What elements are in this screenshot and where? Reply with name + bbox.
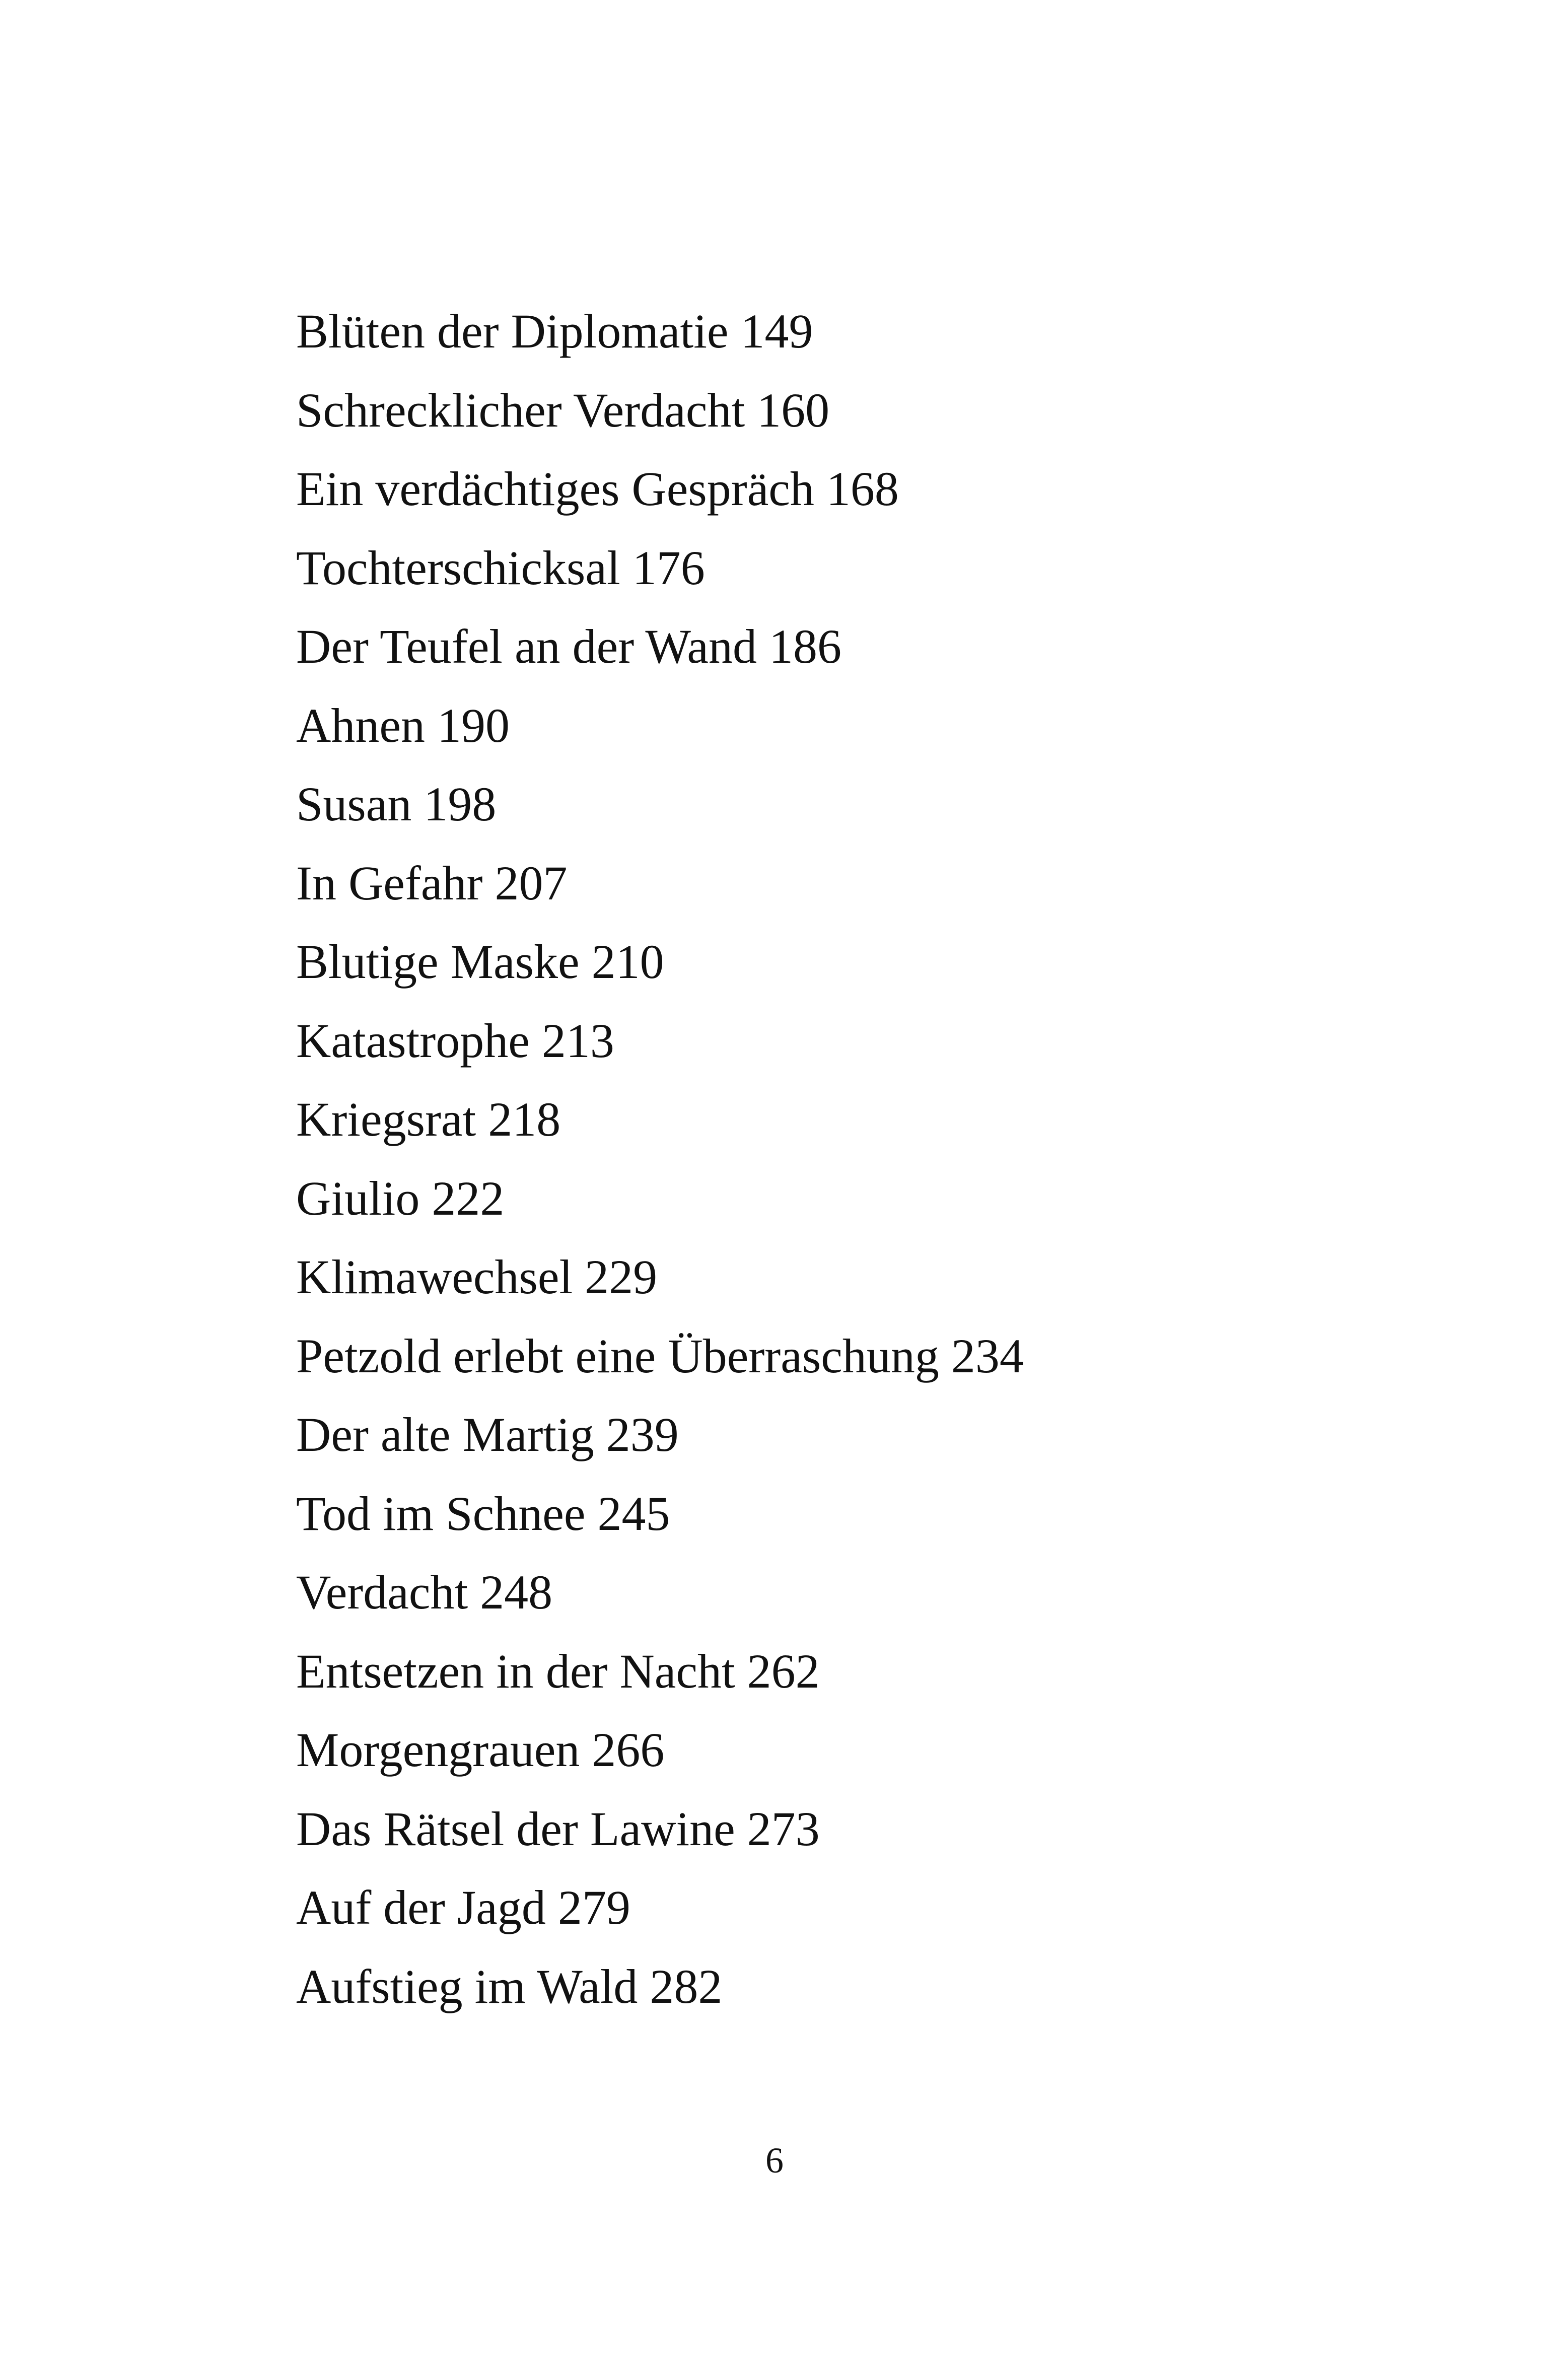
toc-entry-title: Schrecklicher Verdacht xyxy=(296,383,745,437)
toc-entry xyxy=(296,686,1303,765)
toc-entry-page: 266 xyxy=(592,1723,665,1777)
toc-entry xyxy=(296,371,1303,450)
toc-entry-page: 213 xyxy=(541,1013,614,1068)
toc-entry-page: 218 xyxy=(488,1092,561,1146)
page-number: 6 xyxy=(765,2140,784,2181)
toc-entry-title: Der Teufel an der Wand xyxy=(296,619,757,673)
toc-entry-title: Klimawechsel xyxy=(296,1250,573,1304)
toc-entry xyxy=(296,529,1303,608)
toc-entry-title: Ein verdächtiges Gespräch xyxy=(296,462,814,516)
toc-entry-page: 245 xyxy=(597,1486,670,1541)
toc-entry-title: Giulio xyxy=(296,1171,420,1225)
toc-entry-page: 210 xyxy=(591,935,664,989)
toc-entry-page: 229 xyxy=(585,1250,658,1304)
toc-entry xyxy=(296,1947,1303,2026)
toc-entry-page: 239 xyxy=(606,1408,679,1461)
toc-entry-page: 190 xyxy=(437,698,510,752)
toc-entry xyxy=(296,292,1303,371)
toc-entry-title: Tod im Schnee xyxy=(296,1486,586,1541)
toc-entry-page: 262 xyxy=(747,1644,820,1698)
toc-entry-page: 186 xyxy=(768,619,841,673)
toc-entry-page: 149 xyxy=(740,304,813,358)
toc-entry-page: 168 xyxy=(826,462,899,516)
toc-entry xyxy=(296,844,1303,923)
toc-entry-page: 248 xyxy=(480,1565,553,1619)
toc-entry xyxy=(296,1553,1303,1632)
toc-entry-title: Ahnen xyxy=(296,698,425,752)
toc-entry-page: 160 xyxy=(757,383,830,437)
toc-entry xyxy=(296,765,1303,844)
toc-entry-title: Blutige Maske xyxy=(296,935,580,989)
toc-entry xyxy=(296,1159,1303,1238)
toc-entry-page: 222 xyxy=(432,1171,505,1225)
toc-entry xyxy=(296,1317,1303,1396)
toc-entry-title: Kriegsrat xyxy=(296,1092,476,1146)
toc-entry-page: 279 xyxy=(557,1880,630,1934)
toc-entry-page: 234 xyxy=(951,1328,1024,1383)
toc-entry-page: 282 xyxy=(650,1959,723,2013)
toc-entry-title: Petzold erlebt eine Überraschung xyxy=(296,1328,939,1383)
toc-entry xyxy=(296,1475,1303,1554)
toc-entry xyxy=(296,450,1303,529)
toc-entry-title: Katastrophe xyxy=(296,1013,530,1068)
toc-entry-title: In Gefahr xyxy=(296,856,483,910)
toc-entry xyxy=(296,1868,1303,1947)
toc-entry-page: 207 xyxy=(495,856,568,910)
toc-entry xyxy=(296,1395,1303,1475)
toc-entry xyxy=(296,607,1303,686)
toc-entry-title: Verdacht xyxy=(296,1565,468,1619)
table-of-contents xyxy=(296,292,1303,2026)
toc-entry-title: Susan xyxy=(296,777,412,831)
toc-entry xyxy=(296,1790,1303,1869)
toc-entry xyxy=(296,923,1303,1002)
toc-entry-page: 198 xyxy=(424,777,497,831)
toc-entry-title: Tochterschicksal xyxy=(296,540,620,595)
toc-entry-page: 176 xyxy=(632,540,705,595)
toc-entry-title: Morgengrauen xyxy=(296,1723,580,1777)
toc-entry xyxy=(296,1632,1303,1711)
toc-entry xyxy=(296,1711,1303,1790)
toc-entry-title: Entsetzen in der Nacht xyxy=(296,1644,735,1698)
toc-entry xyxy=(296,1002,1303,1081)
toc-entry-page: 273 xyxy=(747,1801,820,1856)
toc-entry-title: Auf der Jagd xyxy=(296,1880,546,1934)
toc-entry-title: Der alte Martig xyxy=(296,1408,594,1461)
toc-entry-title: Blüten der Diplomatie xyxy=(296,304,729,358)
toc-entry-title: Aufstieg im Wald xyxy=(296,1959,638,2013)
toc-entry xyxy=(296,1080,1303,1159)
toc-entry xyxy=(296,1238,1303,1317)
toc-entry-title: Das Rätsel der Lawine xyxy=(296,1801,735,1856)
